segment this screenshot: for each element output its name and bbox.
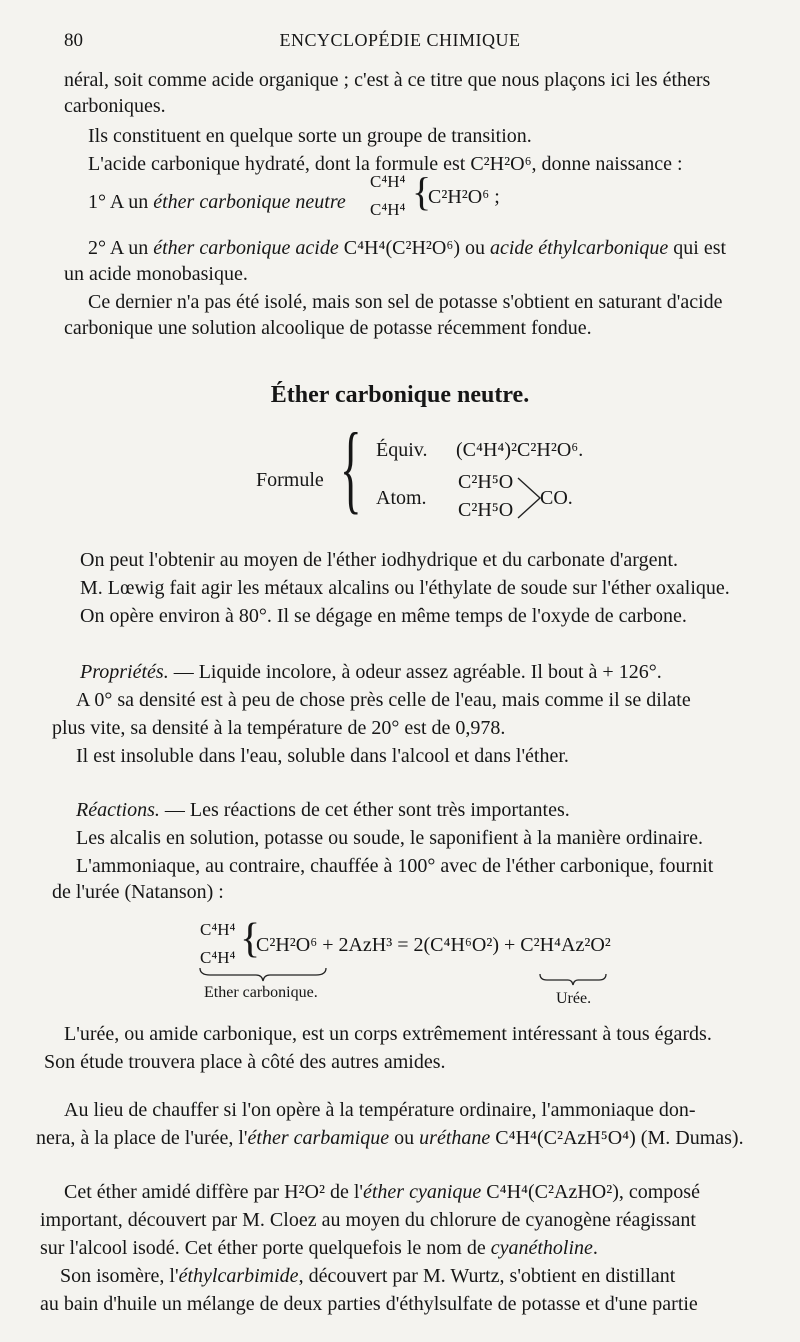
intro-line-2: carboniques. <box>64 95 166 117</box>
running-header <box>0 30 800 54</box>
item-1-formula-right: C²H²O⁶ ; <box>428 186 500 208</box>
cyanique-term: éther cyanique <box>363 1181 482 1203</box>
page-number: 80 <box>64 30 83 51</box>
cyanique-line-3 <box>40 1236 598 1260</box>
intro-line-3: Ils constituent en quelque sorte un groupe de transition. <box>88 125 532 147</box>
equiv-label: Équiv. <box>376 439 428 461</box>
urethane-line-2-c: C⁴H⁴(C²AzH⁵O⁴) (M. Dumas). <box>490 1127 744 1149</box>
prep-line-1: On peut l'obtenir au moyen de l'éther iodhydrique et du carbonate d'argent. <box>80 549 679 571</box>
item-2-line-2: un acide monobasique. <box>64 263 248 285</box>
eq-label-right: Urée. <box>556 990 592 1007</box>
intro-line-4: L'acide carbonique hydraté, dont la formule est C²H²O⁶, donne naissance : <box>88 153 683 175</box>
eq-brace: { <box>240 916 261 962</box>
cyanique-line-4 <box>60 1264 675 1288</box>
item-1-brace: { <box>412 169 432 214</box>
atom-label: Atom. <box>376 487 427 509</box>
cyanique-line-2: important, découvert par M. Cloez au moyen du chlorure de cyanogène réagissant <box>40 1209 696 1231</box>
cyanique-line-3-a: sur l'alcool isodé. Cet éther porte quelquefois le nom de <box>40 1237 491 1259</box>
eq-bottom: C⁴H⁴ <box>200 948 236 967</box>
item-1-term: éther carbonique neutre <box>153 191 346 213</box>
urethane-term-2: uréthane <box>419 1127 491 1149</box>
urethane-line-2-a: nera, à la place de l'urée, l' <box>36 1127 248 1149</box>
eq-body: C²H²O⁶ + 2AzH³ = 2(C⁴H⁶O²) + C²H⁴Az²O² <box>256 934 611 956</box>
item-2-term2: acide éthylcarbonique <box>489 237 669 259</box>
eq-label-left: Ether carbonique. <box>204 984 318 1001</box>
urethane-line-2 <box>36 1126 744 1150</box>
eq-underbrace-left <box>198 966 328 982</box>
reactions-line-4: de l'urée (Natanson) : <box>52 881 224 903</box>
item-1 <box>88 190 346 214</box>
props-line-1-rest: — Liquide incolore, à odeur assez agréable. Il bout à + 126°. <box>168 661 662 683</box>
formula-label: Formule <box>256 469 324 491</box>
uree-line-1: L'urée, ou amide carbonique, est un corps extrêmement intéressant à tous égards. <box>64 1023 712 1045</box>
formula-brace: { <box>340 412 362 523</box>
potasse-line-1: Ce dernier n'a pas été isolé, mais son sel de potasse s'obtient en saturant d'acide <box>88 291 723 313</box>
intro-line-1: néral, soit comme acide organique ; c'est à ce titre que nous plaçons ici les éthers <box>64 69 711 91</box>
item-2 <box>88 236 726 260</box>
cyanique-line-5: au bain d'huile un mélange de deux parties d'éthylsulfate de potasse et d'une partie <box>40 1293 698 1315</box>
item-2-term: éther carbonique acide <box>153 237 339 259</box>
props-line-2: A 0° sa densité est à peu de chose près celle de l'eau, mais comme il se dilate <box>76 689 691 711</box>
item-1-prefix: 1° A un <box>88 191 154 213</box>
props-title: Propriétés. <box>80 661 169 683</box>
prep-line-3: On opère environ à 80°. Il se dégage en même temps de l'oxyde de carbone. <box>80 605 687 627</box>
props-line-1 <box>80 660 662 684</box>
cyanique-line-1-a: Cet éther amidé diffère par H²O² de l' <box>64 1181 363 1203</box>
atom-bottom: C²H⁵O <box>458 499 514 521</box>
props-line-3: plus vite, sa densité à la température de 20° est de 0,978. <box>52 717 506 739</box>
equiv-value: (C⁴H⁴)²C²H²O⁶. <box>456 439 584 461</box>
eq-underbrace-right <box>538 972 608 986</box>
urethane-term: éther carbamique <box>247 1127 390 1149</box>
cyanique-line-1-b: C⁴H⁴(C²AzHO²), composé <box>481 1181 700 1203</box>
cyanetholine-term: cyanétholine <box>490 1237 593 1259</box>
cyanique-line-1 <box>64 1180 700 1204</box>
urethane-line-1: Au lieu de chauffer si l'on opère à la température ordinaire, l'ammoniaque don- <box>64 1099 696 1121</box>
reactions-line-1 <box>76 798 570 822</box>
cyanique-line-4-b: , découvert par M. Wurtz, s'obtient en distillant <box>298 1265 676 1287</box>
item-2-prefix: 2° A un <box>88 237 154 259</box>
prep-line-2: M. Lœwig fait agir les métaux alcalins ou l'éthylate de soude sur l'éther oxalique. <box>80 577 730 599</box>
props-line-4: Il est insoluble dans l'eau, soluble dans l'alcool et dans l'éther. <box>76 745 569 767</box>
eq-top: C⁴H⁴ <box>200 920 236 939</box>
potasse-line-2: carbonique une solution alcoolique de potasse récemment fondue. <box>64 317 592 339</box>
ethylcarbimide-term: éthylcarbimide <box>178 1265 299 1287</box>
atom-top: C²H⁵O <box>458 471 514 493</box>
item-2-formula: C⁴H⁴(C²H²O⁶) ou <box>338 237 490 259</box>
urethane-line-2-b: ou <box>389 1127 420 1149</box>
uree-line-2: Son étude trouvera place à côté des autres amides. <box>44 1051 446 1073</box>
item-1-formula-top: C⁴H⁴ <box>370 172 406 191</box>
reactions-line-1-rest: — Les réactions de cet éther sont très importantes. <box>159 799 570 821</box>
item-2-suffix: qui est <box>668 237 727 259</box>
reactions-line-3: L'ammoniaque, au contraire, chauffée à 100° avec de l'éther carbonique, fournit <box>76 855 714 877</box>
item-1-formula-bottom: C⁴H⁴ <box>370 200 406 219</box>
atom-right: CO. <box>540 487 573 509</box>
reactions-line-2: Les alcalis en solution, potasse ou soude, le saponifient à la manière ordinaire. <box>76 827 704 849</box>
cyanique-line-4-a: Son isomère, l' <box>60 1265 179 1287</box>
cyanique-line-3-b: . <box>592 1237 598 1259</box>
running-title: ENCYCLOPÉDIE CHIMIQUE <box>279 30 521 50</box>
section-title: Éther carbonique neutre. <box>270 382 530 408</box>
reactions-title: Réactions. <box>76 799 160 821</box>
